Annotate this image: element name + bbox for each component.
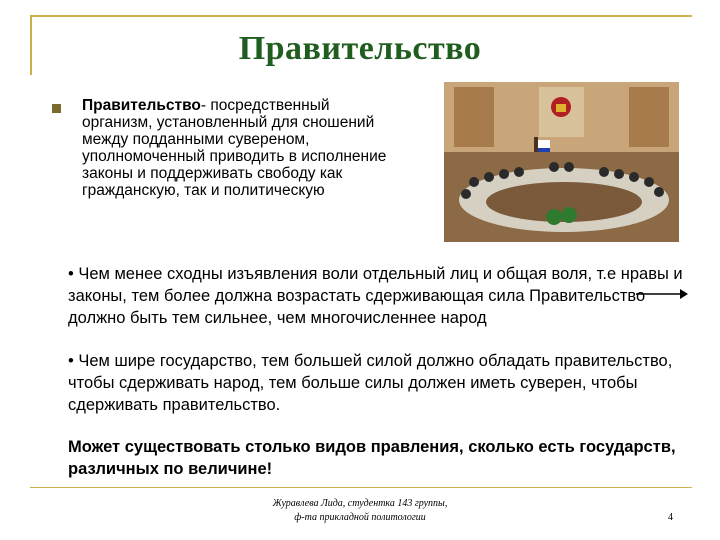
frame-bottom-line (30, 487, 692, 488)
definition-block (82, 97, 412, 199)
definition-text-rest: организм, установленный для сношений между подданными сувереном, уполномоченный приводить в исполнение законы и поддерживать свободу как гражданскую, так и политическую (82, 114, 387, 199)
footer-line-2: ф-та прикладной политологии (294, 512, 426, 523)
footer-author (200, 497, 520, 525)
paragraph-1: • Чем менее сходны изъявления воли отдельный лиц и общая воля, т.е нравы и законы, тем более должна возрастать сдерживающая сила Правительство должно быть тем сильнее, чем многочисленнее народ (68, 265, 683, 327)
definition-term: Правительство (82, 97, 201, 114)
conclusion-text: Может существовать столько видов правления, сколько есть государств, различных по величине! (68, 438, 676, 478)
frame-top-line (30, 15, 692, 17)
slide-title: Правительство (238, 30, 482, 67)
page-number: 4 (668, 512, 673, 523)
paragraph-2: • Чем шире государство, тем большей силой должно обладать правительство, чтобы сдерживать народ, тем больше силы должен иметь суверен, чтобы сдерживать правительство. (68, 352, 673, 414)
square-bullet-icon (52, 104, 61, 113)
arrow-right-icon (636, 288, 688, 300)
government-meeting-photo (444, 82, 679, 242)
footer-line-1: Журавлева Лида, студентка 143 группы, (272, 498, 448, 509)
definition-text-line1: - посредственный (200, 97, 330, 114)
